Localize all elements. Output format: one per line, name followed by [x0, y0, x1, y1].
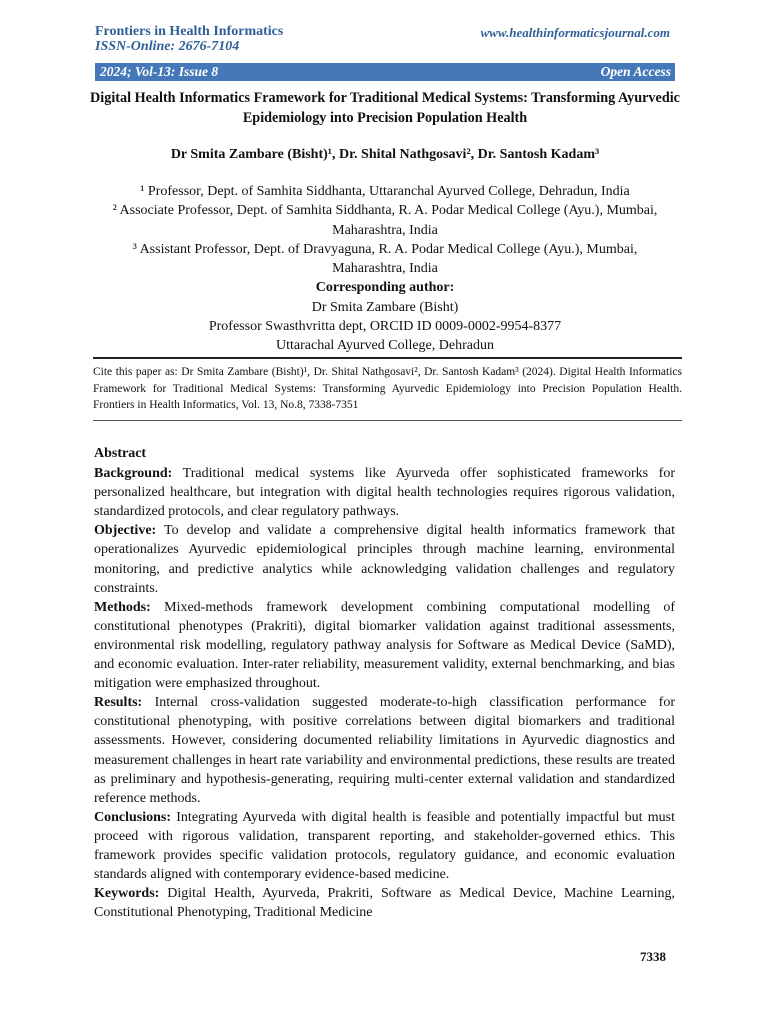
corresponding-institution: Uttarachal Ayurved College, Dehradun — [276, 338, 494, 354]
abstract — [94, 444, 675, 922]
abstract-background — [94, 464, 675, 521]
citation-box — [93, 357, 682, 421]
conclusions-text: Integrating Ayurveda with digital health is feasible and potentially impactful but must proceed with rigorous validation, transparent reporting, and stakeholder-governed ethics. This framework provides specific validation protocols, regulatory guidance, and economic evaluation standards aligned with contemporary evidence-based medicine. — [94, 809, 675, 883]
results-text: Internal cross-validation suggested moderate-to-high classification performance for constitutional phenotyping, with positive correlations between digital biomarkers and traditional assessments. However, considering documented reliability limitations in Ayurvedic diagnostics and measurement challenges in heart rate variability and environmental predictions, these results are treated as preliminary and hypothesis-generating, requiring multi-center external validation and standardized reference methods. — [94, 695, 675, 806]
open-access-label: Open Access — [600, 64, 671, 79]
objective-text: To develop and validate a comprehensive digital health informatics framework that operationalizes Ayurvedic epidemiological principles through machine learning, environmental monitoring, and predictive analytics while acknowledging validation challenges and regulatory constraints. — [94, 523, 675, 596]
results-label: Results: — [94, 695, 143, 711]
journal-name: Frontiers in Health Informatics — [95, 24, 284, 39]
corresponding-details: Professor Swasthvritta dept, ORCID ID 0009-0002-9954-8377 — [208, 319, 562, 335]
background-label: Background: — [94, 466, 173, 482]
issn: ISSN-Online: 2676-7104 — [95, 39, 240, 54]
methods-text: Mixed-methods framework development combining computational modelling of constitutional phenotypes (Prakriti), digital biomarker validation against traditional assessments, environmental risk modelling, regulatory pathway analysis for Software as Medical Device (SaMD), and economic evaluation. Inter-rater reliability, measurement validity, external benchmarking, and bias mitigation were emphasized throughout. — [94, 599, 675, 692]
keywords-text: Digital Health, Ayurveda, Prakriti, Software as Medical Device, Machine Learning, Constitutional Phenotyping, Traditional Medicine — [94, 886, 675, 921]
conclusions-label: Conclusions: — [94, 809, 172, 825]
affiliation-3: ³ Assistant Professor, Dept. of Dravyaguna, R. A. Podar Medical College (Ayu.), Mumbai, Maharashtra, India — [132, 241, 638, 277]
abstract-conclusions — [94, 808, 675, 884]
issue-info: 2024; Vol-13: Issue 8 — [100, 64, 219, 79]
author-list: Dr Smita Zambare (Bisht)¹, Dr. Shital Nathgosavi², Dr. Santosh Kadam³ — [170, 147, 600, 162]
affiliations — [95, 163, 675, 356]
abstract-results — [94, 693, 675, 808]
abstract-objective — [94, 521, 675, 597]
abstract-keywords — [94, 884, 675, 922]
issue-bar — [95, 63, 675, 81]
abstract-heading: Abstract — [94, 446, 147, 461]
citation-text: Cite this paper as: Dr Smita Zambare (Bisht)¹, Dr. Shital Nathgosavi², Dr. Santosh Kadam³ (2024). Digital Health Informatics Framework for Traditional Medical Systems: Transforming Ayurvedic Epidemiology into Precision Population Health. Frontiers in Health Informatics, Vol. 13, No.8, 7338-7351 — [93, 366, 682, 411]
methods-label: Methods: — [94, 599, 151, 615]
affiliation-1: ¹ Professor, Dept. of Samhita Siddhanta, Uttaranchal Ayurved College, Dehradun, India — [140, 184, 630, 199]
corresponding-name: Dr Smita Zambare (Bisht) — [311, 299, 459, 315]
background-text: Traditional medical systems like Ayurveda offer sophisticated frameworks for personalized healthcare, but integration with digital health technologies requires rigorous validation, standardized protocols, and clear regulatory pathways. — [94, 466, 675, 520]
page-number: 7338 — [640, 949, 666, 964]
affiliation-2: ² Associate Professor, Dept. of Samhita Siddhanta, R. A. Podar Medical College (Ayu.), Mumbai, Maharashtra, India — [112, 203, 658, 238]
objective-label: Objective: — [94, 523, 157, 539]
journal-website: www.healthinformaticsjournal.com — [480, 25, 670, 40]
paper-title: Digital Health Informatics Framework for Traditional Medical Systems: Transforming Ayurvedic Epidemiology into Precision Population Health — [90, 90, 680, 126]
abstract-methods — [94, 598, 675, 693]
corresponding-heading: Corresponding author: — [315, 280, 455, 296]
keywords-label: Keywords: — [94, 886, 160, 902]
